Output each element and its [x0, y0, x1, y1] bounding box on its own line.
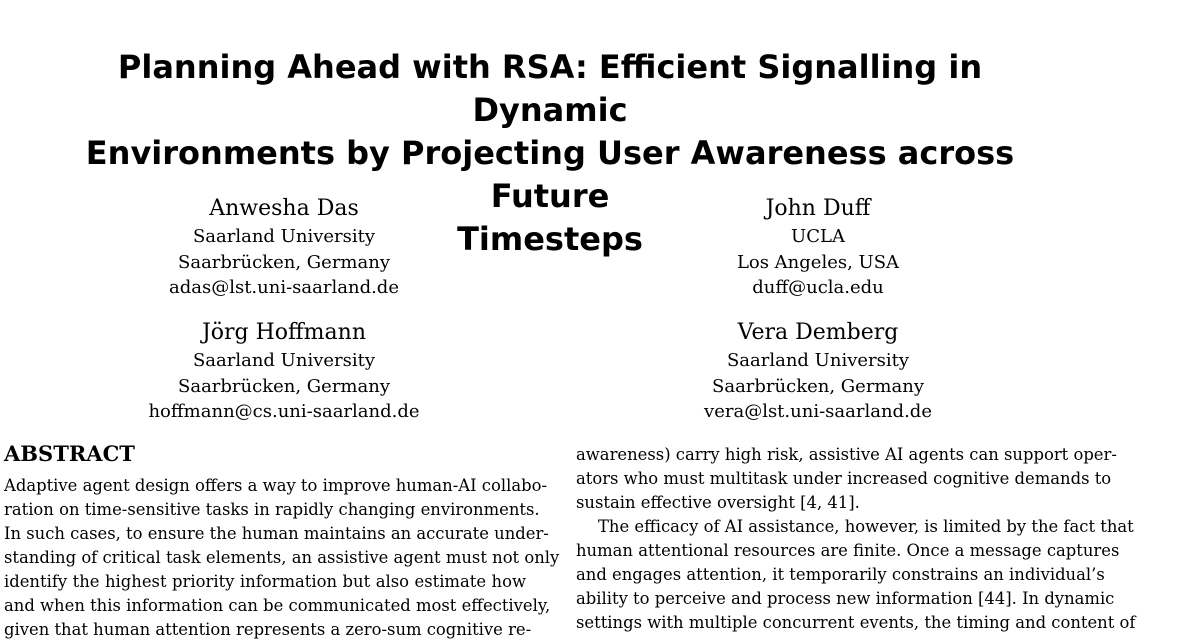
body-line: ators who must multitask under increased cognitive demands to: [576, 469, 1112, 488]
author-email: duff@ucla.edu: [752, 277, 884, 298]
author-name: John Duff: [765, 196, 871, 221]
author-affiliation: Saarland University: [726, 350, 910, 371]
abstract-line: In such cases, to ensure the human maintains an accurate under-: [4, 524, 549, 543]
author-location: Saarbrücken, Germany: [712, 375, 924, 397]
author-affiliation: UCLA: [791, 226, 845, 247]
author-block-das: [84, 194, 484, 301]
abstract-body: [4, 474, 560, 642]
author-name: Vera Demberg: [737, 320, 899, 345]
intro-body-continued: [576, 443, 1136, 635]
body-line: ability to perceive and process new information [44]. In dynamic: [576, 589, 1115, 608]
author-name: Jörg Hoffmann: [201, 320, 367, 345]
body-line: sustain effective oversight [4, 41].: [576, 493, 860, 512]
author-location: Saarbrücken, Germany: [178, 251, 390, 273]
abstract-line: and when this information can be communicated most effectively,: [4, 596, 551, 615]
body-line: and engages attention, it temporarily constrains an individual’s: [576, 565, 1105, 584]
abstract-line: standing of critical task elements, an assistive agent must not only: [4, 548, 560, 567]
title-line-1: Planning Ahead with RSA: Efficient Signalling in Dynamic: [117, 48, 983, 129]
author-block-hoffmann: [84, 318, 484, 425]
author-email: vera@lst.uni-saarland.de: [704, 401, 932, 422]
author-email: adas@lst.uni-saarland.de: [168, 277, 399, 298]
author-affiliation: Saarland University: [192, 350, 376, 371]
abstract-line: identify the highest priority information but also estimate how: [4, 572, 526, 591]
author-block-demberg: [618, 318, 1018, 425]
author-location: Saarbrücken, Germany: [178, 375, 390, 397]
body-line: The efficacy of AI assistance, however, is limited by the fact that: [598, 517, 1134, 536]
author-block-duff: [618, 194, 1018, 301]
author-location: Los Angeles, USA: [736, 251, 900, 273]
body-line: settings with multiple concurrent events, the timing and content of: [576, 613, 1136, 632]
author-email: hoffmann@cs.uni-saarland.de: [148, 401, 420, 422]
title-line-3: Timesteps: [457, 220, 643, 258]
author-affiliation: Saarland University: [192, 226, 376, 247]
body-line: human attentional resources are finite. Once a message captures: [576, 541, 1120, 560]
author-name: Anwesha Das: [209, 196, 359, 221]
abstract-line: ration on time-sensitive tasks in rapidly changing environments.: [4, 500, 540, 519]
abstract-line: Adaptive agent design offers a way to improve human-AI collabo-: [4, 476, 547, 495]
title-line-2: Environments by Projecting User Awareness across Future: [85, 134, 1015, 215]
abstract-heading: ABSTRACT: [4, 441, 135, 466]
body-line: awareness) carry high risk, assistive AI agents can support oper-: [576, 445, 1117, 464]
abstract-line: given that human attention represents a zero-sum cognitive re-: [4, 620, 532, 639]
